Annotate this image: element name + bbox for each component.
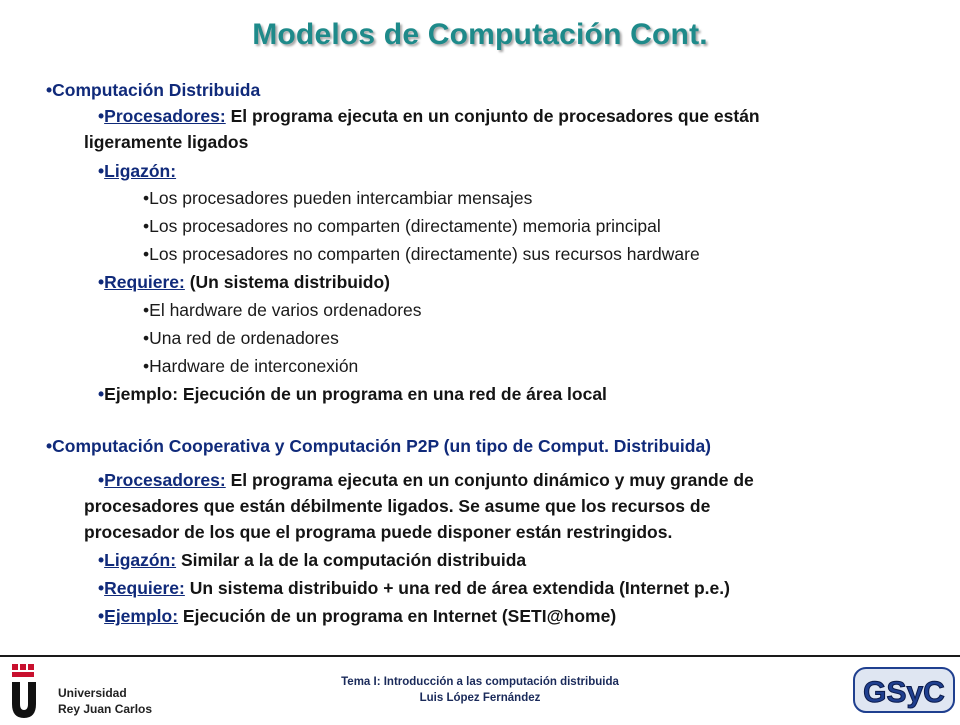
university-logo [8,660,168,720]
list-item: •Procesadores: El programa ejecuta en un conjunto dinámico y muy grande de [98,470,754,490]
section-heading: •Computación Distribuida [46,80,261,100]
list-item-continuation: procesadores que están débilmente ligados. Se asume que los recursos de [84,496,711,516]
list-item: •Procesadores: El programa ejecuta en un conjunto de procesadores que están [98,106,760,126]
list-item: •Requiere: (Un sistema distribuido) [98,272,391,292]
sub-list-item: •Hardware de interconexión [143,356,359,376]
sub-list-item: •Una red de ordenadores [143,328,339,348]
sub-list-item: •Los procesadores no comparten (directamente) memoria principal [143,216,661,236]
list-item: •Ligazón: [98,161,177,181]
gsyc-logo-text: GSyC [863,676,945,709]
footer-divider [0,655,960,657]
list-item: •Ejemplo: Ejecución de un programa en una red de área local [98,384,607,404]
page-title: Modelos de Computación Cont. [252,18,708,51]
sub-list-item: •Los procesadores pueden intercambiar mensajes [143,188,533,208]
footer-author: Luis López Fernández [419,692,541,704]
list-item: •Ligazón: Similar a la de la computación distribuida [98,550,527,570]
footer-topic: Tema I: Introducción a las computación distribuida [341,676,619,688]
urjc-crest-icon [8,660,48,720]
list-item-continuation: procesador de los que el programa puede disponer están restringidos. [84,522,673,542]
list-item: •Requiere: Un sistema distribuido + una red de área extendida (Internet p.e.) [98,578,730,598]
university-name-line2: Rey Juan Carlos [58,702,153,716]
section-heading: •Computación Cooperativa y Computación P2P (un tipo de Comput. Distribuida) [46,436,712,456]
list-item: •Ejemplo: Ejecución de un programa en Internet (SETI@home) [98,606,617,626]
sub-list-item: •El hardware de varios ordenadores [143,300,422,320]
university-name-line1: Universidad [58,686,127,700]
list-item-continuation: ligeramente ligados [84,132,249,152]
sub-list-item: •Los procesadores no comparten (directamente) sus recursos hardware [143,244,700,264]
gsyc-logo [852,664,956,716]
